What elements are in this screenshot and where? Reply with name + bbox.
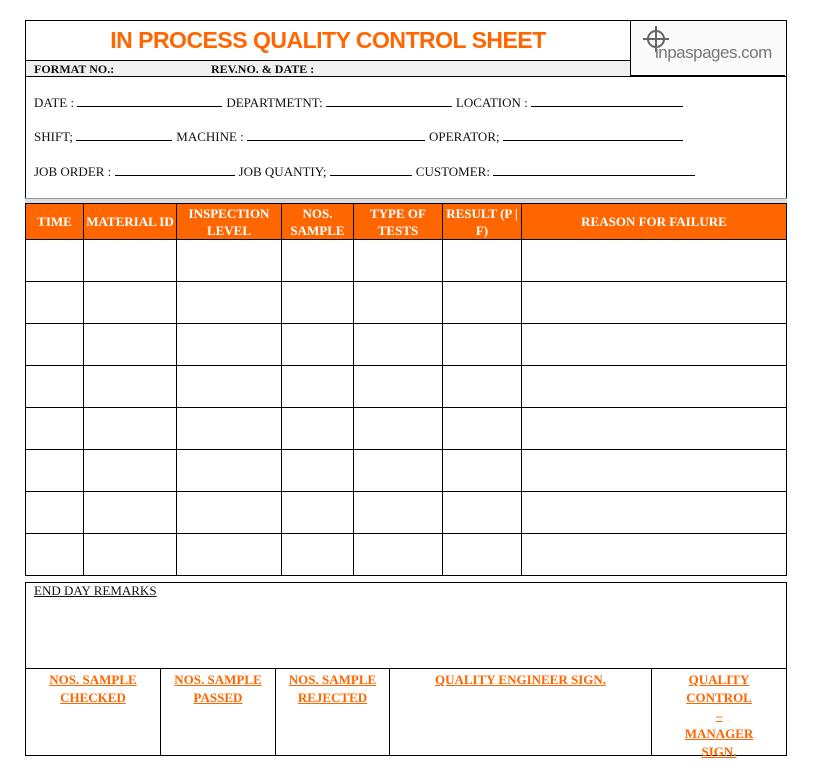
table-row — [26, 450, 787, 492]
table-row — [26, 408, 787, 450]
table-cell[interactable] — [443, 534, 522, 576]
job-order-field[interactable] — [115, 165, 235, 176]
operator-field[interactable] — [503, 130, 683, 141]
col-result: RESULT (P | F) — [443, 204, 522, 240]
table-cell[interactable] — [26, 534, 84, 576]
machine-label: MACHINE : — [176, 129, 244, 144]
table-cell[interactable] — [443, 492, 522, 534]
table-cell[interactable] — [282, 492, 354, 534]
field-row-2 — [34, 129, 687, 145]
date-label: DATE : — [34, 95, 75, 110]
table-cell[interactable] — [282, 366, 354, 408]
table-cell[interactable] — [84, 282, 177, 324]
table-cell[interactable] — [26, 324, 84, 366]
table-cell[interactable] — [354, 240, 443, 282]
table-row — [26, 366, 787, 408]
shift-field[interactable] — [76, 130, 172, 141]
table-cell[interactable] — [177, 324, 282, 366]
table-cell[interactable] — [354, 366, 443, 408]
table-cell[interactable] — [26, 366, 84, 408]
inspection-table — [25, 203, 787, 576]
job-quantity-field[interactable] — [330, 165, 412, 176]
table-cell[interactable] — [354, 408, 443, 450]
table-cell[interactable] — [443, 240, 522, 282]
table-cell[interactable] — [84, 240, 177, 282]
field-row-1 — [34, 95, 687, 111]
table-cell[interactable] — [282, 450, 354, 492]
table-cell[interactable] — [354, 450, 443, 492]
table-cell[interactable] — [522, 282, 787, 324]
table-cell[interactable] — [84, 324, 177, 366]
col-time: TIME — [26, 204, 84, 240]
table-cell[interactable] — [282, 324, 354, 366]
job-quantity-label: JOB QUANTIY; — [238, 164, 327, 179]
qc-manager-sign-cell[interactable]: QUALITY CONTROL – MANAGER SIGN. — [684, 672, 754, 759]
location-label: LOCATION : — [455, 95, 528, 110]
customer-field[interactable] — [493, 165, 695, 176]
table-cell[interactable] — [282, 240, 354, 282]
table-row — [26, 282, 787, 324]
table-cell[interactable] — [177, 366, 282, 408]
table-cell[interactable] — [522, 450, 787, 492]
table-cell[interactable] — [354, 282, 443, 324]
table-cell[interactable] — [177, 534, 282, 576]
sample-rejected-cell[interactable]: NOS. SAMPLE REJECTED — [276, 669, 390, 755]
page-title: IN PROCESS QUALITY CONTROL SHEET — [110, 27, 546, 53]
table-cell[interactable] — [177, 408, 282, 450]
col-type-of-tests: TYPE OF TESTS — [354, 204, 443, 240]
customer-label: CUSTOMER: — [415, 164, 490, 179]
machine-field[interactable] — [247, 130, 425, 141]
table-cell[interactable] — [282, 534, 354, 576]
logo-text: inpaspages.com — [655, 43, 772, 62]
logo — [630, 21, 785, 76]
format-row — [26, 60, 630, 76]
table-cell[interactable] — [84, 534, 177, 576]
operator-label: OPERATOR; — [429, 129, 500, 144]
table-cell[interactable] — [443, 282, 522, 324]
remarks-box — [25, 582, 787, 759]
table-row — [26, 534, 787, 576]
table-cell[interactable] — [26, 408, 84, 450]
table-cell[interactable] — [177, 240, 282, 282]
date-field[interactable] — [77, 96, 222, 107]
table-cell[interactable] — [26, 492, 84, 534]
table-cell[interactable] — [84, 492, 177, 534]
signature-row — [26, 668, 786, 759]
table-cell[interactable] — [354, 324, 443, 366]
department-field[interactable] — [326, 96, 452, 107]
col-nos-sample: NOS. SAMPLE — [282, 204, 354, 240]
table-cell[interactable] — [354, 534, 443, 576]
table-cell[interactable] — [177, 492, 282, 534]
field-row-3 — [34, 164, 699, 180]
table-cell[interactable] — [26, 450, 84, 492]
shift-label: SHIFT; — [34, 129, 74, 144]
table-cell[interactable] — [26, 240, 84, 282]
table-cell[interactable] — [522, 366, 787, 408]
table-cell[interactable] — [443, 450, 522, 492]
job-order-label: JOB ORDER : — [34, 164, 112, 179]
table-cell[interactable] — [522, 534, 787, 576]
table-row — [26, 240, 787, 282]
sample-passed-cell[interactable]: NOS. SAMPLE PASSED — [161, 669, 276, 755]
col-reason-for-failure: REASON FOR FAILURE — [522, 204, 787, 240]
table-header — [26, 204, 787, 240]
table-row — [26, 324, 787, 366]
quality-engineer-sign-cell[interactable]: QUALITY ENGINEER SIGN. — [390, 669, 652, 755]
sample-checked-cell[interactable]: NOS. SAMPLE CHECKED — [26, 669, 161, 755]
col-inspection-level: INSPECTION LEVEL — [177, 204, 282, 240]
format-no-label: FORMAT NO.: — [34, 62, 115, 76]
table-cell[interactable] — [354, 492, 443, 534]
col-material-id: MATERIAL ID — [84, 204, 177, 240]
table-cell[interactable] — [522, 324, 787, 366]
table-cell[interactable] — [443, 324, 522, 366]
table-cell[interactable] — [522, 408, 787, 450]
rev-date-label: REV.NO. & DATE : — [211, 62, 315, 76]
remarks-label: END DAY REMARKS — [34, 583, 157, 598]
table-cell[interactable] — [84, 366, 177, 408]
table-cell[interactable] — [84, 408, 177, 450]
remarks-field[interactable] — [26, 601, 786, 667]
table-cell[interactable] — [26, 282, 84, 324]
department-label: DEPARTMETNT: — [226, 95, 323, 110]
table-cell[interactable] — [282, 408, 354, 450]
table-cell[interactable] — [177, 282, 282, 324]
location-field[interactable] — [531, 96, 683, 107]
table-cell[interactable] — [443, 366, 522, 408]
table-row — [26, 492, 787, 534]
table-cell[interactable] — [282, 282, 354, 324]
table-cell[interactable] — [177, 450, 282, 492]
table-cell[interactable] — [443, 408, 522, 450]
table-cell[interactable] — [522, 492, 787, 534]
table-cell[interactable] — [84, 450, 177, 492]
table-cell[interactable] — [522, 240, 787, 282]
